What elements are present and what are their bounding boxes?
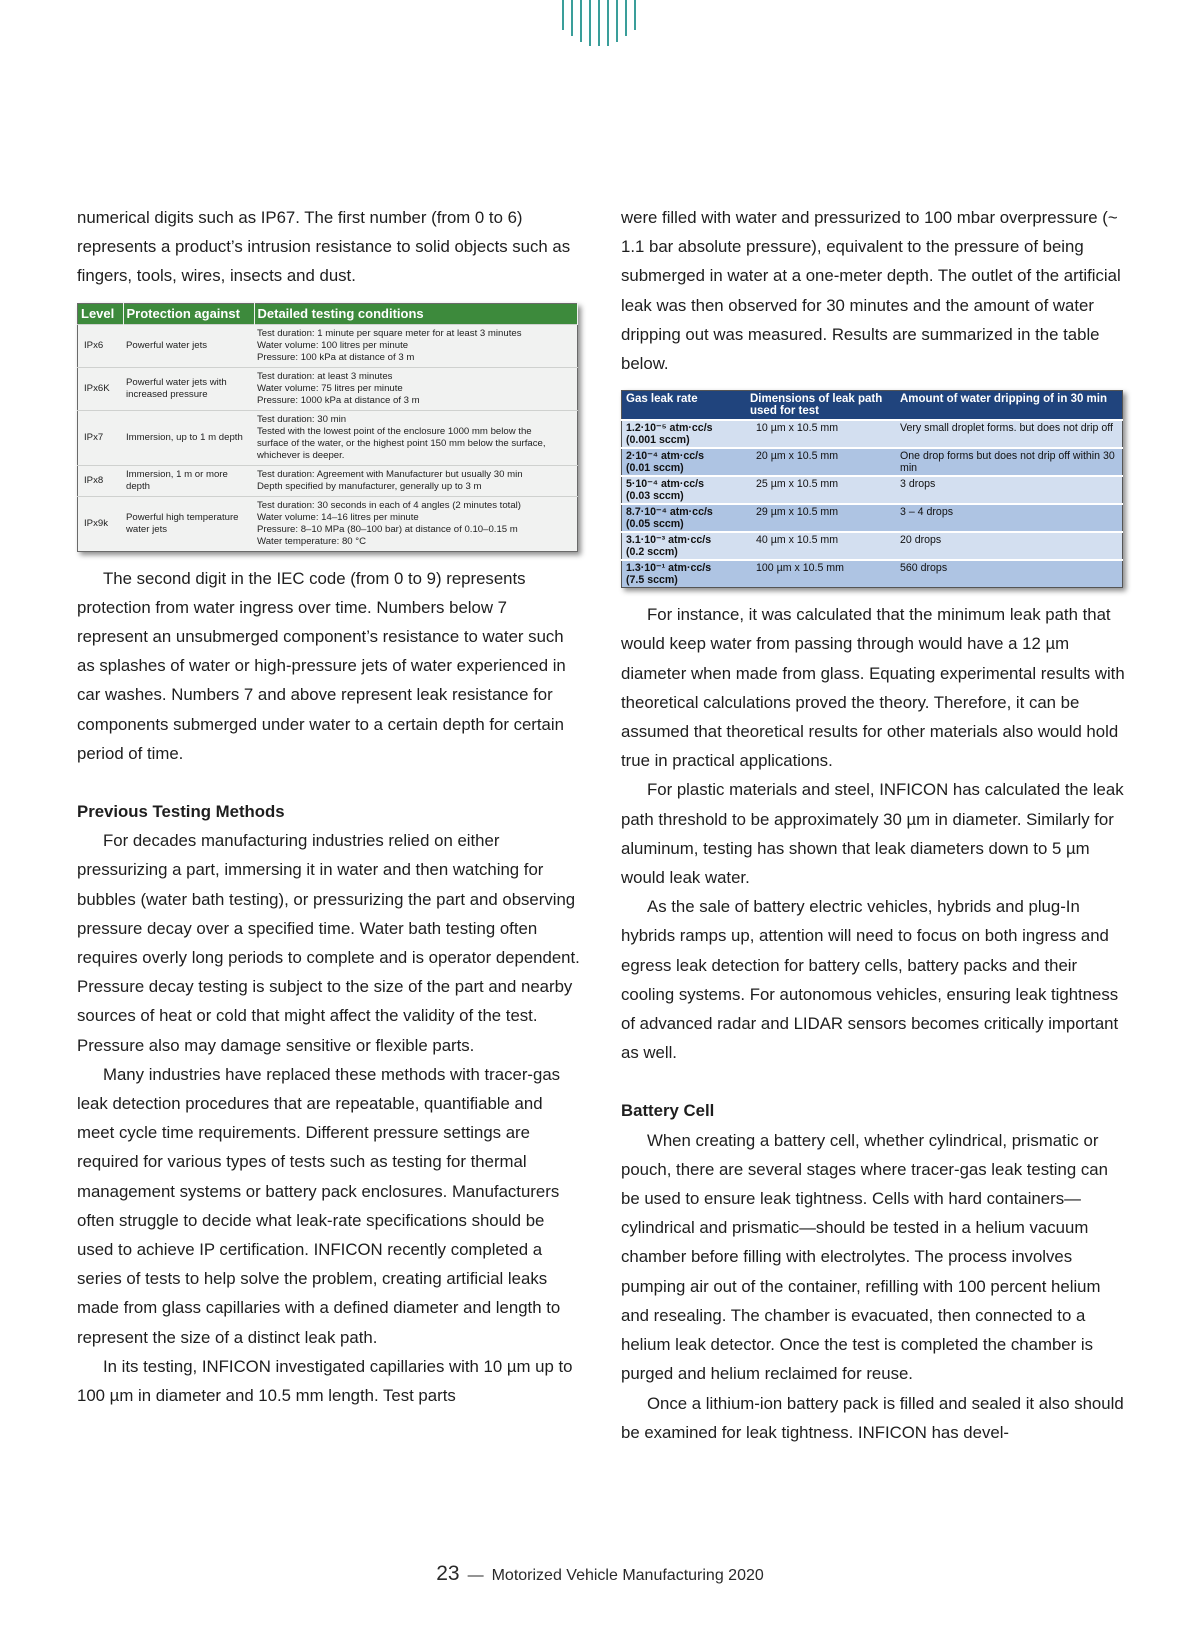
ip-table-header [78,303,578,324]
ip-table-figure [77,303,582,552]
rate-sccm: (7.5 sccm) [626,574,678,587]
condition-line: Water temperature: 80 °C [257,535,367,547]
ip-conditions [254,496,578,551]
table-row [78,496,578,551]
gas-dimensions: 100 µm x 10.5 mm [746,560,896,588]
ip-conditions [254,465,578,496]
gas-leak-table [621,390,1123,588]
condition-line: Water volume: 100 litres per minute [257,339,409,351]
rate-value: 5·10⁻⁴ atm·cc/s [626,478,704,491]
body-paragraph: For decades manufacturing industries relied on either pressurizing a part, immersing it in water and then watching for bubbles (water bath testing), or pressurizing the part and observing pressure decay over a specified time. Water bath testing often requires overly long periods to complete and is operator dependent. Pressure decay testing is subject to the size of the part and nearby sources of heat or cold that might affect the validity of the test. Pressure also may damage sensitive or flexible parts. [77,831,580,1055]
gas-header-rate: Gas leak rate [622,391,747,421]
rate-value: 2·10⁻⁴ atm·cc/s [626,450,704,463]
gas-dimensions: 20 µm x 10.5 mm [746,448,896,476]
gas-rate [622,420,747,448]
condition-line: Pressure: 100 kPa at distance of 3 m [257,351,415,363]
body-paragraph: Many industries have replaced these methods with tracer-gas leak detection procedures that are repeatable, quantifiable and meet cycle time requirements. Different pressure settings are required for various types of tests such as testing for thermal management systems or battery pack enclosures. Manufacturers often struggle to decide what leak-rate specifications should be used to achieve IP certification. INFICON recently completed a series of tests to help solve the problem, creating artificial leaks made from glass capillaries with a defined diameter and length to represent the size of a distinct leak path. [77,1064,561,1347]
condition-line: Pressure: 1000 kPa at distance of 3 m [257,394,420,406]
rate-sccm: (0.01 sccm) [626,462,684,475]
gas-rate [622,560,747,588]
rate-sccm: (0.05 sccm) [626,518,684,531]
ip-conditions [254,324,578,367]
body-paragraph: In its testing, INFICON investigated capillaries with 10 µm up to 100 µm in diameter and 10.5 mm length. Test parts [77,1356,573,1406]
table-row [622,420,1123,448]
gas-dimensions: 40 µm x 10.5 mm [746,532,896,560]
body-paragraph: were filled with water and pressurized to 100 mbar overpressure (~ 1.1 bar absolute pressure), equivalent to the pressure of being submerged in water at a one-meter depth. The outlet of the artificial leak was then observed for 30 minutes and the amount of water dripping out was measured. Results are summarized in the table below. [621,208,1121,374]
ip-level: IPx9k [78,496,124,551]
ip-protection: Immersion, up to 1 m depth [123,410,254,465]
rate-sccm: (0.001 sccm) [626,434,690,447]
rate-sccm: (0.2 sccm) [626,546,678,559]
section-heading: Previous Testing Methods [77,802,285,822]
body-paragraph: For instance, it was calculated that the minimum leak path that would keep water from passing through would have a 12 µm diameter when made from glass. Equating experimental results with theoretical calculations proved the theory. Therefore, it can be assumed that theoretical results for other materials also would hold true in practical applications. [621,605,1125,771]
table-row [622,448,1123,476]
intro-paragraph: numerical digits such as IP67. The first number (from 0 to 6) represents a product’s intrusion resistance to solid objects such as fingers, tools, wires, insects and dust. [77,208,571,286]
condition-line: whichever is deeper. [257,449,345,461]
gas-rate [622,504,747,532]
condition-line: Test duration: Agreement with Manufacturer but usually 30 min [257,468,523,480]
gas-amount: 20 drops [896,532,1123,560]
gas-rate [622,476,747,504]
page-footer [0,1562,1200,1586]
condition-line: Water volume: 75 litres per minute [257,382,403,394]
condition-line: Tested with the lowest point of the enclosure 1000 mm below the [257,425,532,437]
header-decoration [558,0,640,48]
ip-header-conditions: Detailed testing conditions [254,303,578,324]
table-row [78,465,578,496]
condition-line: Water volume: 14–16 litres per minute [257,511,419,523]
ip-rating-table [77,303,578,552]
body-paragraph: For plastic materials and steel, INFICON has calculated the leak path threshold to be approximately 30 µm in diameter. Similarly for aluminum, testing has shown that leak diameters down to 5 µm would leak water. [621,780,1124,888]
table-row [78,324,578,367]
gas-rate [622,532,747,560]
table-row [622,476,1123,504]
table-row [622,504,1123,532]
ip-level: IPx7 [78,410,124,465]
table-row [78,410,578,465]
table-row [78,367,578,410]
rate-value: 8.7·10⁻⁴ atm·cc/s [626,506,713,519]
table-row [622,560,1123,588]
gas-amount: One drop forms but does not drip off within 30 min [896,448,1123,476]
rate-value: 3.1·10⁻³ atm·cc/s [626,534,712,547]
condition-line: surface of the water, or the highest point 150 mm below the surface, [257,437,546,449]
ip-header-protection: Protection against [123,303,254,324]
page-number: 23 [436,1562,460,1585]
condition-line: Test duration: 30 min [257,413,347,425]
ip-protection: Powerful high temperature water jets [123,496,254,551]
right-column [621,203,1126,1447]
condition-line: Depth specified by manufacturer, generally up to 3 m [257,480,482,492]
gas-amount: 3 drops [896,476,1123,504]
ip-level: IPx8 [78,465,124,496]
gas-amount: Very small droplet forms. but does not drip off [896,420,1123,448]
gas-dimensions: 25 µm x 10.5 mm [746,476,896,504]
body-paragraph: When creating a battery cell, whether cylindrical, prismatic or pouch, there are several stages where tracer-gas leak testing can be used to ensure leak tightness. Cells with hard containers—cylindrical and prismatic—should be tested in a helium vacuum chamber before filling with electrolytes. The process involves pumping air out of the container, refilling with 100 percent helium and resealing. The chamber is evacuated, then connected to a helium leak detector. Once the test is completed the chamber is purged and helium reclaimed for reuse. [621,1130,1108,1384]
gas-amount: 3 – 4 drops [896,504,1123,532]
body-paragraph: The second digit in the IEC code (from 0 to 9) represents protection from water ingress over time. Numbers below 7 represent an unsubmerged component’s resistance to water such as splashes of water or high-pressure jets of water experienced in car washes. Numbers 7 and above represent leak resistance for components submerged under water to a certain depth for certain period of time. [77,568,566,763]
body-paragraph: As the sale of battery electric vehicles, hybrids and plug-In hybrids ramps up, attention will need to focus on both ingress and egress leak detection for battery cells, battery packs and their cooling systems. For autonomous vehicles, ensuring leak tightness of advanced radar and LIDAR sensors becomes critically important as well. [621,897,1119,1063]
ip-protection: Powerful water jets [123,324,254,367]
table-row [622,532,1123,560]
ip-conditions [254,410,578,465]
left-column [77,203,582,1410]
rate-value: 1.2·10⁻⁵ atm·cc/s [626,422,713,435]
ip-level: IPx6 [78,324,124,367]
condition-line: Test duration: 30 seconds in each of 4 angles (2 minutes total) [257,499,521,511]
publication-title: Motorized Vehicle Manufacturing 2020 [491,1567,764,1584]
gas-amount: 560 drops [896,560,1123,588]
ip-header-level: Level [78,303,124,324]
condition-line: Test duration: 1 minute per square meter for at least 3 minutes [257,327,522,339]
gas-header-dimensions: Dimensions of leak path used for test [746,391,896,421]
gas-table-header [622,391,1123,421]
ip-protection: Powerful water jets with increased pressure [123,367,254,410]
gas-dimensions: 29 µm x 10.5 mm [746,504,896,532]
ip-conditions [254,367,578,410]
gas-dimensions: 10 µm x 10.5 mm [746,420,896,448]
gas-table-figure [621,390,1126,588]
ip-protection: Immersion, 1 m or more depth [123,465,254,496]
gas-header-amount: Amount of water dripping of in 30 min [896,391,1123,421]
section-heading: Battery Cell [621,1101,715,1121]
gas-rate [622,448,747,476]
condition-line: Test duration: at least 3 minutes [257,370,393,382]
footer-dash: — [467,1567,484,1584]
rate-sccm: (0.03 sccm) [626,490,684,503]
ip-level: IPx6K [78,367,124,410]
condition-line: Pressure: 8–10 MPa (80–100 bar) at distance of 0.10–0.15 m [257,523,518,535]
body-paragraph: Once a lithium-ion battery pack is filled and sealed it also should be examined for leak tightness. INFICON has devel- [621,1393,1124,1442]
rate-value: 1.3·10⁻¹ atm·cc/s [626,562,712,575]
